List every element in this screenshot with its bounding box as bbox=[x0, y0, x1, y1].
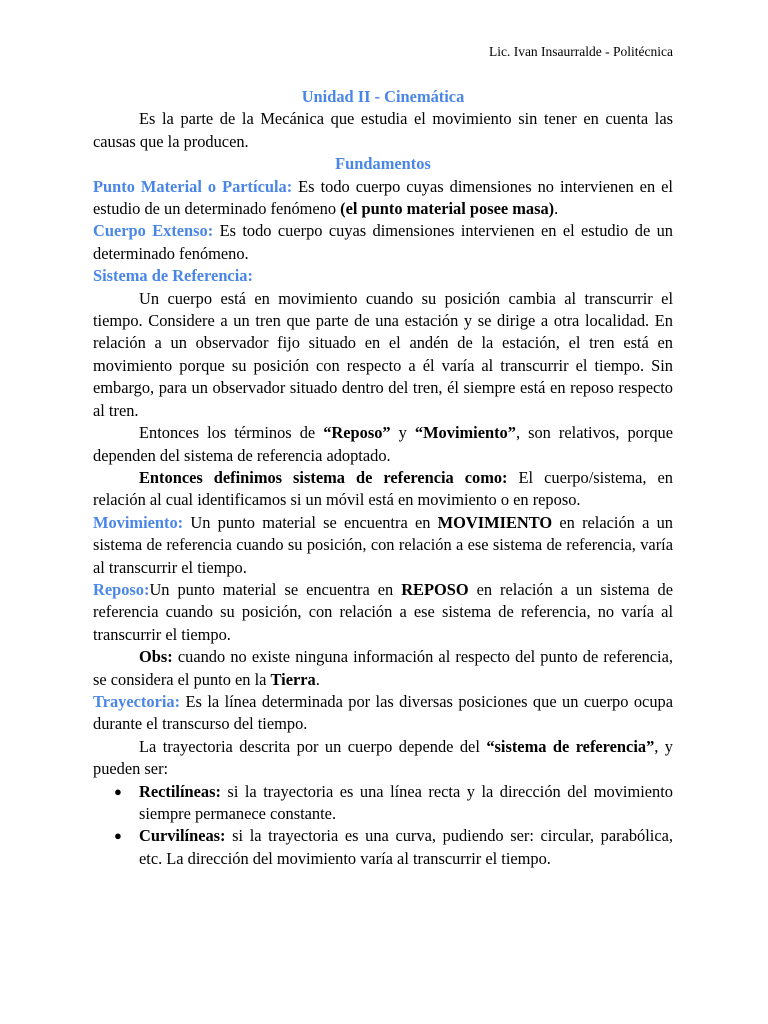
reposo-text-a: Un punto material se encuentra en bbox=[149, 579, 402, 599]
movimiento-text-a: Un punto material se encuentra en bbox=[183, 512, 438, 532]
p2-text-a: Entonces los términos de bbox=[139, 423, 324, 443]
definition-text: El cuerpo/sistema, en relación al cual identificamos si un móvil está en movimiento o en reposo. bbox=[93, 467, 673, 510]
list-item bbox=[93, 781, 673, 826]
trayectoria-term: Trayectoria: bbox=[93, 691, 181, 711]
movimiento-text-b: en relación a un sistema de referencia cuando su posición, con relación a ese sistema de referencia, varía al transcurrir el tiempo. bbox=[93, 512, 673, 577]
sistema-referencia-paragraph-1: Un cuerpo está en movimiento cuando su posición cambia al transcurrir el tiempo. Considere a un tren que parte de una estación y se dirige a otra localidad. En relación a un observador fijo situado en el andén de la estación, el tren está en movimiento porque su posición con respecto a él varía al transcurrir el tiempo. Sin embargo, para un observador situado dentro del tren, él siempre está en reposo respecto al tren. bbox=[93, 288, 673, 420]
movimiento-paragraph bbox=[93, 512, 673, 579]
obs-paragraph bbox=[93, 646, 673, 691]
obs-label: Obs: bbox=[139, 647, 173, 667]
bullet-icon: ● bbox=[114, 828, 122, 844]
trayectoria-paragraph bbox=[93, 691, 673, 736]
list-item bbox=[93, 825, 673, 870]
bullet-icon: ● bbox=[114, 783, 122, 799]
document-body bbox=[93, 86, 673, 870]
sistema-referencia-definition bbox=[93, 467, 673, 512]
list-item-term: Rectilíneas: bbox=[139, 781, 221, 801]
reposo-term: Reposo: bbox=[93, 579, 150, 599]
trayectoria-p2-b: , y pueden ser: bbox=[93, 736, 673, 779]
punto-material-term: Punto Material o Partícula: bbox=[93, 176, 293, 196]
movimiento-bold: MOVIMIENTO bbox=[437, 512, 553, 532]
punto-material-bold: (el punto material posee masa) bbox=[340, 199, 555, 219]
page-title: Unidad II - Cinemática bbox=[301, 87, 465, 106]
list-item-text: si la trayectoria es una línea recta y la dirección del movimiento siempre permanece constante. bbox=[139, 781, 673, 823]
list-item-term: Curvilíneas: bbox=[139, 826, 226, 846]
sistema-referencia-paragraph-2 bbox=[93, 422, 673, 467]
reposo-quote: “Reposo” bbox=[323, 423, 391, 443]
p2-text-c: y bbox=[390, 423, 415, 443]
sistema-referencia-heading: Sistema de Referencia: bbox=[93, 266, 253, 286]
obs-text-a: cuando no existe ninguna información al respecto del punto de referencia, se considera el punto en la bbox=[93, 647, 673, 689]
movimiento-term: Movimiento: bbox=[93, 512, 184, 532]
punto-material-text: Es todo cuerpo cuyas dimensiones no intervienen en el estudio de un determinado fenómeno bbox=[93, 176, 673, 219]
reposo-paragraph bbox=[93, 579, 673, 646]
p2-text-d: , son relativos, porque dependen del sistema de referencia adoptado. bbox=[93, 423, 673, 465]
trayectoria-paragraph-2 bbox=[93, 736, 673, 781]
definition-bold: Entonces definimos sistema de referencia como: bbox=[139, 467, 508, 487]
reposo-bold: REPOSO bbox=[401, 579, 469, 599]
cuerpo-extenso-text: Es todo cuerpo cuyas dimensiones intervienen en el estudio de un determinado fenómeno. bbox=[93, 221, 673, 263]
obs-text-b: . bbox=[315, 669, 320, 689]
punto-material-end: . bbox=[554, 199, 559, 219]
sistema-referencia-quote: “sistema de referencia” bbox=[486, 736, 655, 756]
list-item-text: si la trayectoria es una curva, pudiendo ser: circular, parabólica, etc. La dirección del movimiento varía al transcurrir el tiempo. bbox=[139, 826, 673, 868]
movimiento-quote: “Movimiento” bbox=[414, 423, 516, 443]
trayectoria-p2-a: La trayectoria descrita por un cuerpo depende del bbox=[139, 736, 487, 756]
punto-material-paragraph bbox=[93, 176, 673, 221]
cuerpo-extenso-paragraph bbox=[93, 220, 673, 265]
page-header: Lic. Ivan Insaurralde - Politécnica bbox=[488, 44, 673, 59]
trayectoria-text: Es la línea determinada por las diversas posiciones que un cuerpo ocupa durante el transcurso del tiempo. bbox=[93, 691, 673, 734]
trayectoria-types-list bbox=[93, 781, 673, 871]
intro-paragraph: Es la parte de la Mecánica que estudia el movimiento sin tener en cuenta las causas que la producen. bbox=[93, 109, 673, 151]
reposo-text-b: en relación a un sistema de referencia cuando su posición, con relación a ese sistema de referencia, no varía al transcurrir el tiempo. bbox=[93, 579, 674, 644]
cuerpo-extenso-term: Cuerpo Extenso: bbox=[93, 221, 214, 241]
fundamentos-heading: Fundamentos bbox=[335, 154, 431, 174]
obs-tierra: Tierra bbox=[270, 669, 316, 689]
